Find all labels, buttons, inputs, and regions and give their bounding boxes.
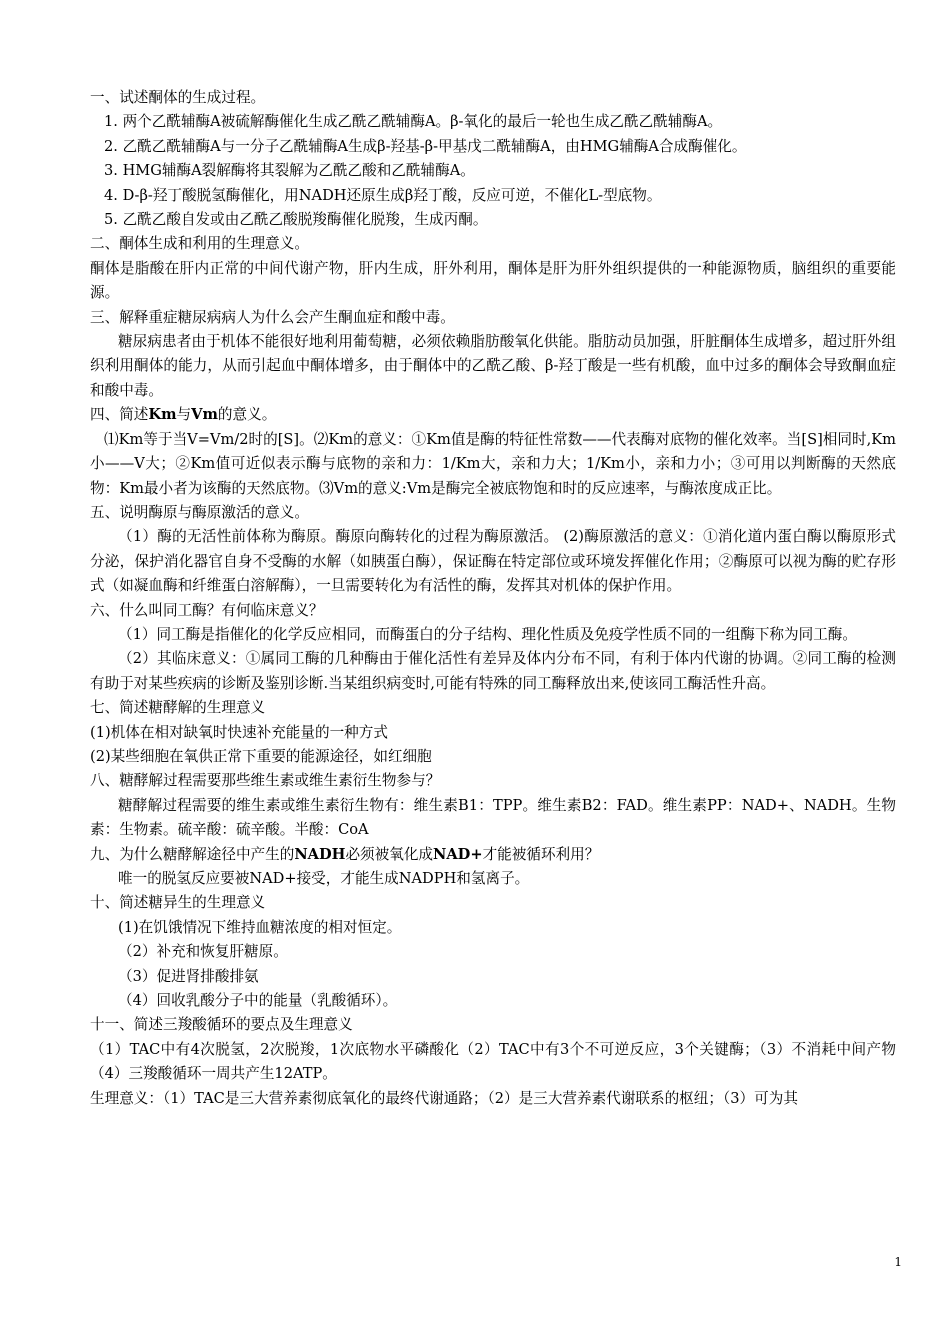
section-9-title-part-a: 九、为什么糖酵解途径中产生的 [90, 845, 295, 863]
section-10-item-4: （4）回收乳酸分子中的能量（乳酸循环）。 [118, 992, 398, 1010]
section-7-item-2: (2)某些细胞在氧供正常下重要的能源途径，如红细胞 [90, 747, 432, 765]
section-9-title-part-c: 必须被氧化成 [345, 845, 434, 863]
section-9-title-nad: NAD+ [433, 845, 483, 863]
section-8-title: 八、糖酵解过程需要那些维生素或维生素衍生物参与？ [90, 772, 441, 790]
section-10-title: 十、简述糖异生的生理意义 [90, 894, 266, 912]
section-7-title: 七、简述糖酵解的生理意义 [90, 699, 266, 717]
section-1-item-4: 4. D-β-羟丁酸脱氢酶催化，用NADH还原生成β羟丁酸，反应可逆，不催化L-型底物。 [104, 186, 662, 204]
section-11-body-1: （1）TAC中有4次脱氢，2次脱羧，1次底物水平磷酸化（2）TAC中有3个不可逆反应，3个关键酶；（3）不消耗中间产物（4）三羧酸循环一周共产生12ATP。 [90, 1040, 896, 1083]
section-4-title [90, 403, 896, 427]
section-11-body-2: 生理意义：（1）TAC是三大营养素彻底氧化的最终代谢通路；（2）是三大营养素代谢联系的枢纽；（3）可为其 [90, 1089, 798, 1107]
section-2-body: 酮体是脂酸在肝内正常的中间代谢产物，肝内生成，肝外利用，酮体是肝为肝外组织提供的一种能源物质，脑组织的重要能源。 [90, 259, 896, 302]
section-4-title-part-a: 四、简述 [90, 406, 149, 424]
section-11-title: 十一、简述三羧酸循环的要点及生理意义 [90, 1016, 353, 1034]
section-6-title: 六、什么叫同工酶？有何临床意义？ [90, 601, 324, 619]
section-6-body-2: （2）其临床意义：①属同工酶的几种酶由于催化活性有差异及体内分布不同，有利于体内代谢的协调。②同工酶的检测有助于对某些疾病的诊断及鉴别诊断.当某组织病变时,可能有特殊的同工酶释放出来,使该同工酶活性升高。 [90, 650, 896, 692]
section-3-body: 糖尿病患者由于机体不能很好地利用葡萄糖，必须依赖脂肪酸氧化供能。脂肪动员加强，肝脏酮体生成增多，超过肝外组织利用酮体的能力，从而引起血中酮体增多，由于酮体中的乙酰乙酸、β-羟丁酸是一些有机酸，血中过多的酮体会导致酮血症和酸中毒。 [90, 333, 896, 399]
section-2-title: 二、酮体生成和利用的生理意义。 [90, 235, 309, 253]
section-7-item-1: (1)机体在相对缺氧时快速补充能量的一种方式 [90, 723, 388, 741]
section-6-body-1: （1）同工酶是指催化的化学反应相同，而酶蛋白的分子结构、理化性质及免疫学性质不同的一组酶下称为同工酶。 [118, 625, 857, 643]
section-10-item-2: （2）补充和恢复肝糖原。 [118, 943, 288, 961]
section-9-title-part-d: 才能被循环利用？ [482, 845, 600, 863]
page-number: 1 [894, 1255, 902, 1269]
section-9-body: 唯一的脱氢反应要被NAD+接受，才能生成NADPH和氢离子。 [118, 870, 530, 887]
section-1-item-3: 3. HMG辅酶A裂解酶将其裂解为乙酰乙酸和乙酰辅酶A。 [104, 162, 475, 180]
section-9-title [90, 843, 896, 867]
section-8-body: 糖酵解过程需要的维生素或维生素衍生物有：维生素B1：TPP。维生素B2：FAD。维生素PP：NAD+、NADH。生物素：生物素。硫辛酸：硫辛酸。半酸：CoA [90, 796, 896, 839]
section-5-title: 五、说明酶原与酶原激活的意义。 [90, 503, 309, 521]
section-10-item-3: （3）促进肾排酸排氨 [118, 967, 259, 985]
section-1-item-5: 5. 乙酰乙酸自发或由乙酰乙酸脱羧酶催化脱羧，生成丙酮。 [104, 211, 488, 229]
section-4-title-vm: Vm [191, 406, 218, 424]
section-4-title-part-c: 与 [176, 406, 192, 424]
section-1-title: 一、试述酮体的生成过程。 [90, 89, 266, 106]
section-3-title: 三、解释重症糖尿病病人为什么会产生酮血症和酸中毒。 [90, 308, 455, 326]
section-4-title-part-d: 的意义。 [217, 406, 277, 424]
section-9-title-nadh: NADH [294, 845, 346, 863]
section-10-item-1: (1)在饥饿情况下维持血糖浓度的相对恒定。 [118, 918, 402, 936]
section-4-body: ⑴Km等于当V=Vm/2时的[S]。⑵Km的意义：①Km值是酶的特征性常数——代表酶对底物的催化效率。当[S]相同时,Km小——V大；②Km值可近似表示酶与底物的亲和力：1/Km大，亲和力大；1/Km小，亲和力小；③可用以判断酶的天然底物：Km最小者为该酶的天然底物。⑶Vm的意义:Vm是酶完全被底物饱和时的反应速率，与酶浓度成正比。 [90, 430, 896, 497]
section-1-item-2: 2. 乙酰乙酰辅酶A与一分子乙酰辅酶A生成β-羟基-β-甲基戊二酰辅酶A，由HMG辅酶A合成酶催化。 [104, 137, 747, 155]
section-1-item-1: 1. 两个乙酰辅酶A被硫解酶催化生成乙酰乙酰辅酶A。β-氧化的最后一轮也生成乙酰乙酰辅酶A。 [104, 113, 723, 131]
section-4-title-km: Km [148, 406, 177, 424]
section-5-body: （1）酶的无活性前体称为酶原。酶原向酶转化的过程为酶原激活。 (2)酶原激活的意义：①消化道内蛋白酶以酶原形式分泌，保护消化器官自身不受酶的水解（如胰蛋白酶），保证酶在特定部位或环境发挥催化作用；②酶原可以视为酶的贮存形式（如凝血酶和纤维蛋白溶解酶），一旦需要转化为有活性的酶，发挥其对机体的保护作用。 [90, 528, 896, 595]
